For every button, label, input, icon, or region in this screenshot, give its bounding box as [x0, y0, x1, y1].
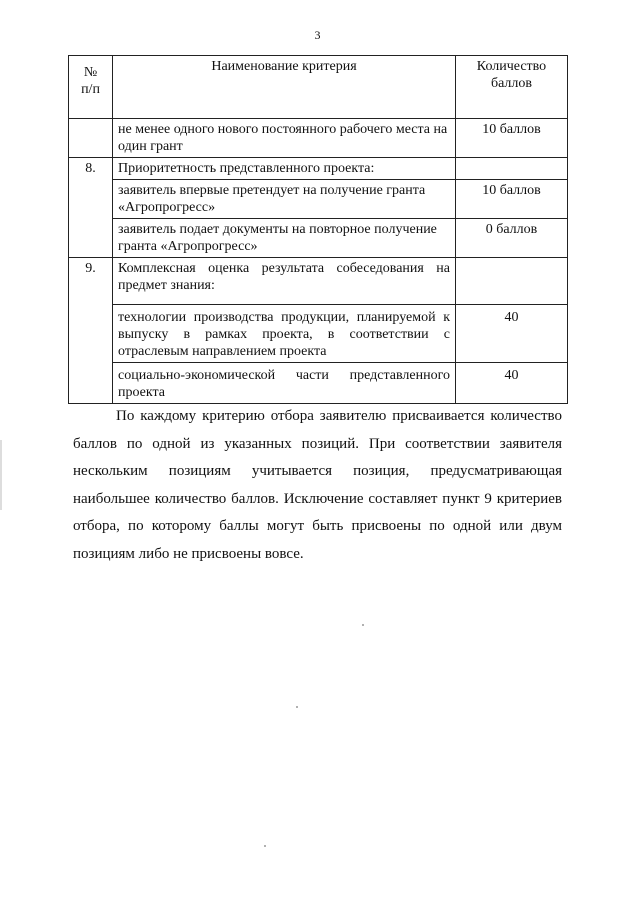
criterion-name: не менее одного нового постоянного рабочего места на один грант [113, 119, 456, 158]
header-score [456, 56, 568, 119]
criterion-score: 0 баллов [456, 219, 568, 258]
table-row [69, 119, 568, 158]
header-number-line1: № [83, 65, 98, 80]
header-number-line2: п/п [81, 82, 100, 97]
criterion-score: 40 [456, 305, 568, 363]
criterion-name: заявитель впервые претендует на получение гранта «Агропрогресс» [113, 180, 456, 219]
row-number: 8. [69, 158, 113, 258]
table-row [69, 219, 568, 258]
table-row [69, 363, 568, 404]
criterion-score: 10 баллов [456, 119, 568, 158]
criteria-table [68, 55, 568, 404]
criterion-name: социально-экономической части представленного проекта [113, 363, 456, 404]
criterion-name: технологии производства продукции, планируемой к выпуску в рамках проекта, в соответствии с отраслевым направлением проекта [113, 305, 456, 363]
criterion-name: Приоритетность представленного проекта: [113, 158, 456, 180]
table-row [69, 158, 568, 180]
table-header-row [69, 56, 568, 119]
header-criterion-name: Наименование критерия [113, 56, 456, 119]
scan-speck [296, 706, 298, 708]
criterion-score: 10 баллов [456, 180, 568, 219]
criterion-name: Комплексная оценка результата собеседования на предмет знания: [113, 258, 456, 305]
scan-edge-mark [0, 440, 2, 510]
body-paragraph: По каждому критерию отбора заявителю присваивается количество баллов по одной из указанных позиций. При соответствии заявителя нескольким позициям учитывается позиция, предусматривающая наибольшее количество баллов. Исключение составляет пункт 9 критериев отбора, по которому баллы могут быть присвоены по одной или двум позициям либо не присвоены вовсе. [73, 408, 562, 562]
scan-speck [264, 845, 266, 847]
table-row [69, 180, 568, 219]
criterion-score [456, 158, 568, 180]
header-score-line1: Количество [476, 59, 547, 74]
row-number: 9. [69, 258, 113, 404]
criterion-name: заявитель подает документы на повторное получение гранта «Агропрогресс» [113, 219, 456, 258]
criterion-score: 40 [456, 363, 568, 404]
row-number [69, 119, 113, 158]
scan-speck [362, 624, 364, 626]
page-number: 3 [314, 28, 321, 42]
table-row [69, 258, 568, 305]
header-score-line2: баллов [490, 76, 533, 91]
header-number [69, 56, 113, 119]
table-row [69, 305, 568, 363]
criterion-score [456, 258, 568, 305]
